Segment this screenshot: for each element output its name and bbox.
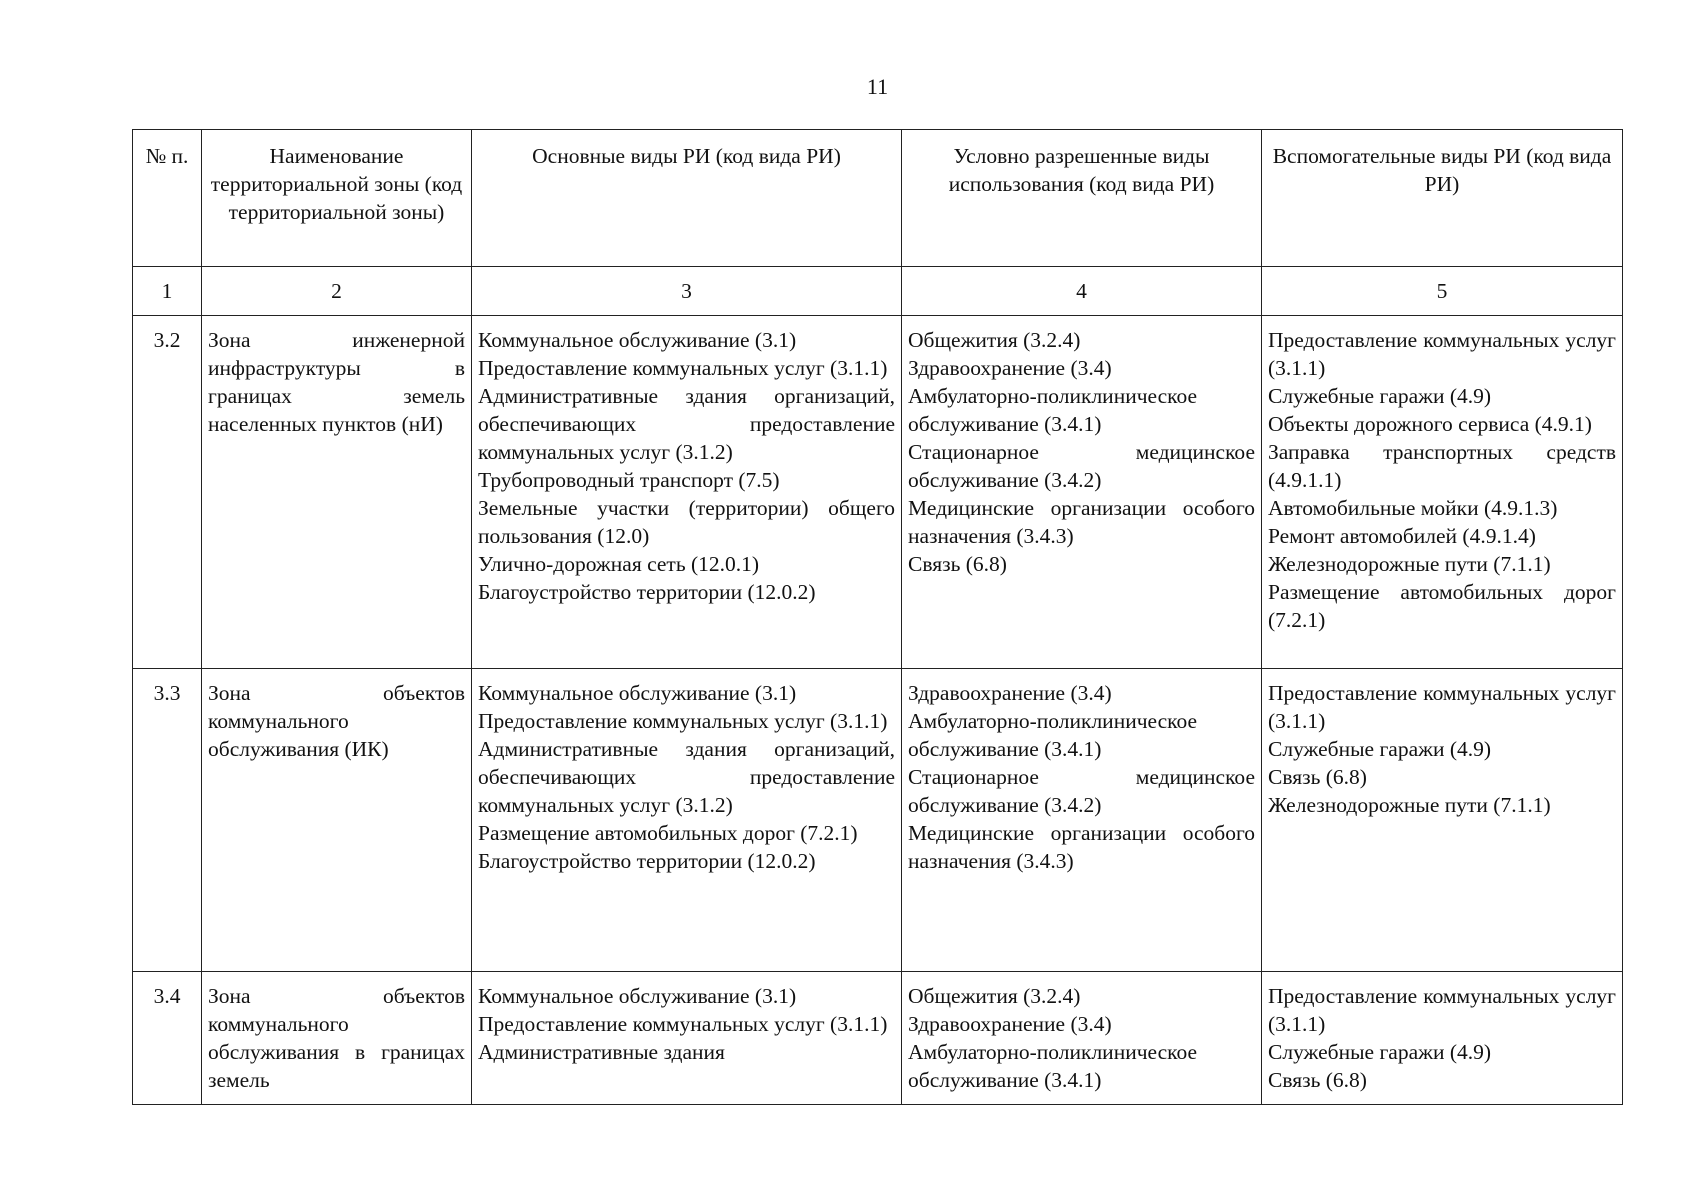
list-item: Трубопроводный транспорт (7.5) (478, 468, 780, 492)
list-item: Благоустройство территории (12.0.2) (478, 849, 816, 873)
list-item: Амбулаторно-поликлиническое обслуживание (3.4.1) (908, 1040, 1198, 1092)
table-row (133, 669, 1623, 972)
zone-name: Зона инженерной инфраструктуры в границах земель населенных пунктов (нИ) (202, 316, 472, 669)
conditional-uses-cell (902, 316, 1262, 669)
zone-name: Зона объектов коммунального обслуживания (ИК) (202, 669, 472, 972)
list-item: Здравоохранение (3.4) (908, 356, 1112, 380)
list-item: Коммунальное обслуживание (3.1) (478, 328, 797, 352)
list-item: Благоустройство территории (12.0.2) (478, 580, 816, 604)
list-item: Предоставление коммунальных услуг (3.1.1) (1268, 681, 1616, 733)
list-item: Служебные гаражи (4.9) (1268, 737, 1492, 761)
column-number: 4 (902, 267, 1262, 316)
row-number: 3.3 (133, 669, 202, 972)
list-item: Связь (6.8) (1268, 1068, 1367, 1092)
header-zone-name: Наименование территориальной зоны (код территориальной зоны) (202, 130, 472, 267)
list-item: Административные здания организаций, обеспечивающих предоставление коммунальных услуг (3.1.2) (478, 737, 895, 817)
list-item: Железнодорожные пути (7.1.1) (1268, 793, 1551, 817)
list-item: Общежития (3.2.4) (908, 984, 1081, 1008)
column-number: 5 (1262, 267, 1623, 316)
list-item: Медицинские организации особого назначения (3.4.3) (908, 496, 1255, 548)
header-auxiliary-uses: Вспомогательные виды РИ (код вида РИ) (1262, 130, 1623, 267)
auxiliary-uses-cell (1262, 972, 1623, 1105)
list-item: Автомобильные мойки (4.9.1.3) (1268, 496, 1558, 520)
conditional-uses-cell (902, 972, 1262, 1105)
list-item: Земельные участки (территории) общего пользования (12.0) (478, 496, 895, 548)
list-item: Объекты дорожного сервиса (4.9.1) (1268, 412, 1592, 436)
list-item: Административные здания (478, 1040, 725, 1064)
list-item: Служебные гаражи (4.9) (1268, 384, 1492, 408)
row-number: 3.2 (133, 316, 202, 669)
list-item: Улично-дорожная сеть (12.0.1) (478, 552, 760, 576)
column-number-row (133, 267, 1623, 316)
list-item: Связь (6.8) (908, 552, 1007, 576)
main-uses-cell (472, 972, 902, 1105)
column-number: 2 (202, 267, 472, 316)
main-uses-cell (472, 669, 902, 972)
main-uses-cell (472, 316, 902, 669)
list-item: Общежития (3.2.4) (908, 328, 1081, 352)
list-item: Служебные гаражи (4.9) (1268, 1040, 1492, 1064)
list-item: Ремонт автомобилей (4.9.1.4) (1268, 524, 1536, 548)
list-item: Предоставление коммунальных услуг (3.1.1) (478, 356, 888, 380)
list-item: Стационарное медицинское обслуживание (3.4.2) (908, 765, 1255, 817)
list-item: Здравоохранение (3.4) (908, 1012, 1112, 1036)
list-item: Здравоохранение (3.4) (908, 681, 1112, 705)
list-item: Медицинские организации особого назначения (3.4.3) (908, 821, 1255, 873)
page-number: 11 (866, 74, 889, 99)
column-number: 1 (133, 267, 202, 316)
header-row (133, 130, 1623, 267)
list-item: Размещение автомобильных дорог (7.2.1) (478, 821, 858, 845)
list-item: Связь (6.8) (1268, 765, 1367, 789)
list-item: Стационарное медицинское обслуживание (3.4.2) (908, 440, 1255, 492)
list-item: Коммунальное обслуживание (3.1) (478, 681, 797, 705)
auxiliary-uses-cell (1262, 669, 1623, 972)
list-item: Коммунальное обслуживание (3.1) (478, 984, 797, 1008)
list-item: Амбулаторно-поликлиническое обслуживание (3.4.1) (908, 709, 1198, 761)
header-conditional-uses: Условно разрешенные виды использования (код вида РИ) (902, 130, 1262, 267)
zoning-table (132, 129, 1623, 1105)
header-main-uses: Основные виды РИ (код вида РИ) (472, 130, 902, 267)
column-number: 3 (472, 267, 902, 316)
table-row (133, 316, 1623, 669)
list-item: Предоставление коммунальных услуг (3.1.1) (478, 1012, 888, 1036)
row-number: 3.4 (133, 972, 202, 1105)
list-item: Амбулаторно-поликлиническое обслуживание (3.4.1) (908, 384, 1198, 436)
conditional-uses-cell (902, 669, 1262, 972)
table-row (133, 972, 1623, 1105)
zone-name: Зона объектов коммунального обслуживания в границах земель (202, 972, 472, 1105)
list-item: Железнодорожные пути (7.1.1) (1268, 552, 1551, 576)
list-item: Предоставление коммунальных услуг (3.1.1) (478, 709, 888, 733)
header-number: № п. (133, 130, 202, 267)
list-item: Заправка транспортных средств (4.9.1.1) (1268, 440, 1616, 492)
list-item: Размещение автомобильных дорог (7.2.1) (1268, 580, 1616, 632)
list-item: Предоставление коммунальных услуг (3.1.1) (1268, 328, 1616, 380)
list-item: Административные здания организаций, обеспечивающих предоставление коммунальных услуг (3.1.2) (478, 384, 895, 464)
auxiliary-uses-cell (1262, 316, 1623, 669)
list-item: Предоставление коммунальных услуг (3.1.1) (1268, 984, 1616, 1036)
